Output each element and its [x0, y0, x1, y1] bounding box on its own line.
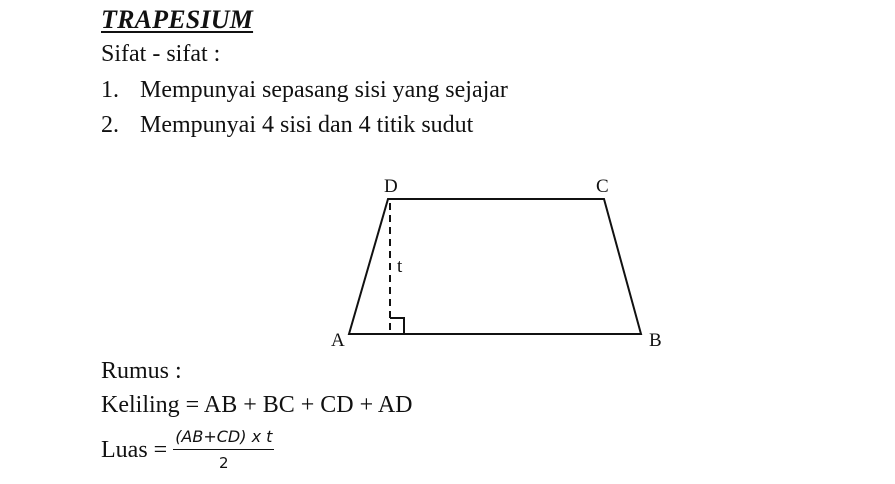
fraction-numerator: (AB+CD) x t: [175, 427, 273, 446]
perimeter-formula: Keliling = AB + BC + CD + AD: [101, 392, 413, 418]
list-item-text: Mempunyai 4 sisi dan 4 titik sudut: [140, 112, 474, 138]
list-item-text: Mempunyai sepasang sisi yang sejajar: [140, 77, 508, 103]
area-formula-label: Luas =: [101, 437, 168, 463]
area-formula: [101, 423, 274, 477]
list-item-number: 1.: [101, 77, 119, 103]
vertex-label-b: B: [649, 330, 662, 351]
properties-heading: Sifat - sifat :: [101, 41, 221, 67]
formula-heading: Rumus :: [101, 358, 182, 384]
trapezoid-shape: [349, 199, 641, 334]
vertex-label-a: A: [331, 330, 345, 351]
right-angle-marker: [390, 318, 404, 334]
list-item-number: 2.: [101, 112, 119, 138]
vertex-label-c: C: [596, 176, 609, 197]
vertex-label-d: D: [384, 176, 398, 197]
area-fraction: [173, 427, 274, 473]
height-label: t: [397, 256, 403, 277]
page-title: TRAPESIUM: [101, 5, 254, 34]
fraction-denominator: 2: [219, 454, 229, 472]
